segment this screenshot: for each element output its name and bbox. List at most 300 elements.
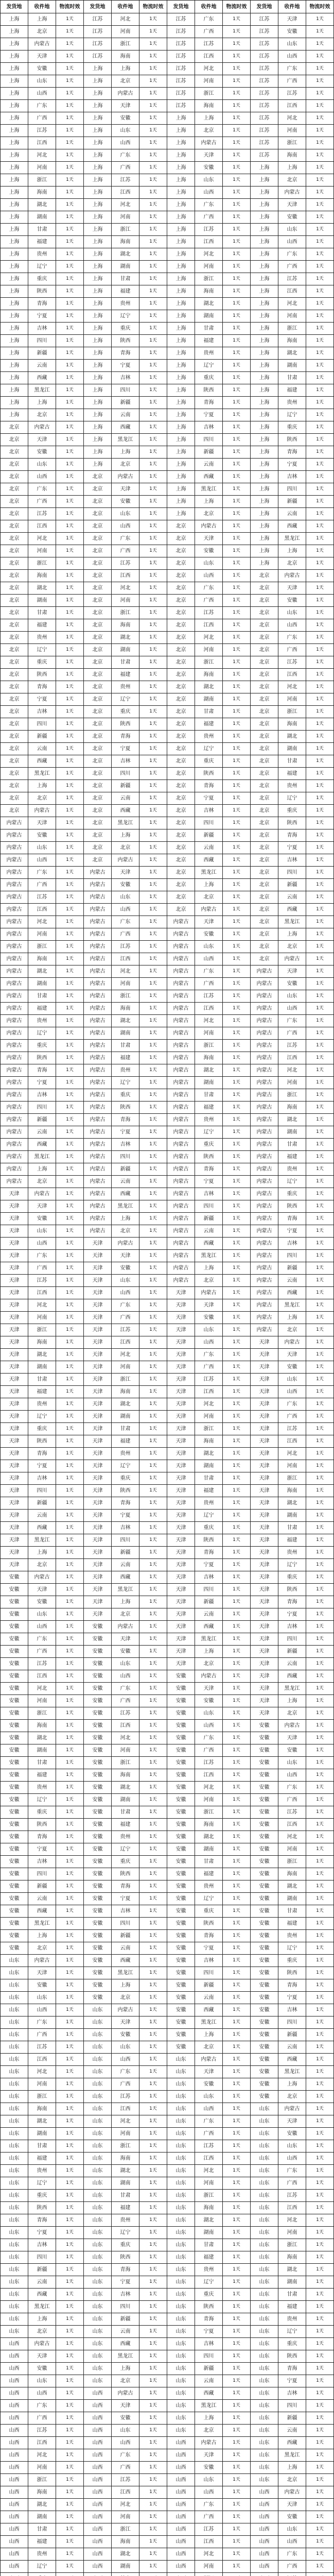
timeliness-cell: 1天 bbox=[306, 1027, 334, 1040]
destination-cell: 河北 bbox=[195, 1782, 223, 1794]
timeliness-cell: 1天 bbox=[306, 1918, 334, 1930]
destination-cell: 海南 bbox=[28, 1336, 56, 1349]
origin-cell: 内蒙古 bbox=[1, 1003, 28, 1015]
destination-cell: 陕西 bbox=[278, 1200, 306, 1213]
origin-cell: 北京 bbox=[251, 743, 278, 755]
timeliness-cell: 1天 bbox=[223, 88, 251, 100]
origin-cell: 天津 bbox=[84, 1547, 112, 1559]
destination-cell: 湖南 bbox=[112, 1027, 139, 1040]
destination-cell: 宁夏 bbox=[195, 1942, 223, 1955]
destination-cell: 吉林 bbox=[278, 1621, 306, 1633]
destination-cell: 天津 bbox=[28, 1584, 56, 1596]
timeliness-cell: 1天 bbox=[139, 2400, 167, 2412]
timeliness-cell: 1天 bbox=[223, 2301, 251, 2313]
destination-cell: 云南 bbox=[112, 1176, 139, 1188]
origin-cell: 安徽 bbox=[1, 1819, 28, 1831]
origin-cell: 山东 bbox=[84, 2115, 112, 2128]
destination-cell: 辽宁 bbox=[195, 1126, 223, 1139]
table-row bbox=[1, 1695, 334, 1707]
timeliness-cell: 1天 bbox=[223, 2264, 251, 2276]
table-row bbox=[1, 1942, 334, 1955]
origin-cell: 北京 bbox=[1, 595, 28, 607]
origin-cell: 安徽 bbox=[251, 2004, 278, 2016]
timeliness-cell: 1天 bbox=[139, 1918, 167, 1930]
origin-cell: 内蒙古 bbox=[251, 1139, 278, 1151]
destination-cell: 山东 bbox=[278, 1757, 306, 1769]
destination-cell: 内蒙古 bbox=[28, 1571, 56, 1584]
origin-cell: 天津 bbox=[167, 1312, 195, 1324]
timeliness-cell: 1天 bbox=[306, 100, 334, 112]
destination-cell: 安徽 bbox=[28, 1979, 56, 1992]
timeliness-cell: 1天 bbox=[56, 1769, 84, 1782]
destination-cell: 吉林 bbox=[28, 1856, 56, 1868]
timeliness-cell: 1天 bbox=[56, 2301, 84, 2313]
origin-cell: 天津 bbox=[1, 1435, 28, 1448]
timeliness-cell: 1天 bbox=[223, 2425, 251, 2437]
origin-cell: 上海 bbox=[251, 199, 278, 211]
destination-cell: 辽宁 bbox=[278, 1176, 306, 1188]
timeliness-cell: 1天 bbox=[139, 879, 167, 891]
timeliness-cell: 1天 bbox=[139, 2078, 167, 2091]
origin-cell: 安徽 bbox=[1, 1868, 28, 1880]
destination-cell: 天津 bbox=[195, 1683, 223, 1695]
origin-cell: 安徽 bbox=[251, 1732, 278, 1744]
destination-cell: 河北 bbox=[278, 298, 306, 310]
destination-cell: 新疆 bbox=[195, 829, 223, 842]
destination-cell: 山西 bbox=[112, 1287, 139, 1299]
timeliness-cell: 1天 bbox=[139, 1794, 167, 1806]
destination-cell: 北京 bbox=[112, 1992, 139, 2004]
origin-cell: 安徽 bbox=[167, 1955, 195, 1967]
destination-cell: 江苏 bbox=[112, 2091, 139, 2103]
origin-cell: 北京 bbox=[167, 891, 195, 904]
destination-cell: 甘肃 bbox=[195, 706, 223, 718]
destination-cell: 山东 bbox=[112, 891, 139, 904]
timeliness-cell: 1天 bbox=[56, 459, 84, 471]
timeliness-cell: 1天 bbox=[139, 211, 167, 224]
timeliness-cell: 1天 bbox=[139, 953, 167, 965]
destination-cell: 广西 bbox=[112, 1312, 139, 1324]
timeliness-cell: 1天 bbox=[306, 891, 334, 904]
origin-cell: 山东 bbox=[1, 2041, 28, 2054]
destination-cell: 上海 bbox=[278, 2462, 306, 2474]
origin-cell: 安徽 bbox=[84, 1707, 112, 1720]
origin-cell: 天津 bbox=[251, 1683, 278, 1695]
timeliness-cell: 1天 bbox=[139, 533, 167, 545]
origin-cell: 上海 bbox=[84, 298, 112, 310]
origin-cell: 北京 bbox=[167, 582, 195, 595]
timeliness-cell: 1天 bbox=[139, 1485, 167, 1497]
table-row bbox=[1, 1077, 334, 1089]
origin-cell: 天津 bbox=[167, 1571, 195, 1584]
timeliness-cell: 1天 bbox=[223, 323, 251, 335]
origin-cell: 江苏 bbox=[167, 50, 195, 63]
destination-cell: 陕西 bbox=[112, 1101, 139, 1114]
origin-cell: 上海 bbox=[251, 261, 278, 273]
destination-cell: 新疆 bbox=[278, 1262, 306, 1275]
timeliness-cell: 1天 bbox=[223, 780, 251, 792]
origin-cell: 北京 bbox=[251, 941, 278, 953]
destination-cell: 上海 bbox=[112, 446, 139, 459]
timeliness-cell: 1天 bbox=[223, 1880, 251, 1893]
destination-cell: 江苏 bbox=[28, 2041, 56, 2054]
origin-cell: 安徽 bbox=[251, 1868, 278, 1880]
table-row bbox=[1, 681, 334, 693]
destination-cell: 山东 bbox=[278, 2140, 306, 2153]
table-row bbox=[1, 718, 334, 731]
destination-cell: 贵州 bbox=[278, 1547, 306, 1559]
destination-cell: 江西 bbox=[278, 1819, 306, 1831]
origin-cell: 安徽 bbox=[1, 1918, 28, 1930]
origin-cell: 内蒙古 bbox=[84, 1027, 112, 1040]
timeliness-cell: 1天 bbox=[306, 2202, 334, 2214]
origin-cell: 安徽 bbox=[84, 1806, 112, 1819]
origin-cell: 内蒙古 bbox=[1, 1064, 28, 1077]
origin-cell: 上海 bbox=[84, 63, 112, 75]
timeliness-cell: 1天 bbox=[139, 2239, 167, 2251]
timeliness-cell: 1天 bbox=[306, 1460, 334, 1472]
destination-cell: 陕西 bbox=[195, 2301, 223, 2313]
table-row bbox=[1, 2054, 334, 2066]
destination-cell: 山西 bbox=[112, 2054, 139, 2066]
timeliness-cell: 1天 bbox=[139, 360, 167, 372]
destination-cell: 内蒙古 bbox=[278, 570, 306, 582]
timeliness-cell: 1天 bbox=[223, 693, 251, 706]
table-row bbox=[1, 2375, 334, 2387]
origin-cell: 天津 bbox=[167, 1621, 195, 1633]
destination-cell: 新疆 bbox=[278, 879, 306, 891]
timeliness-cell: 1天 bbox=[56, 1225, 84, 1238]
timeliness-cell: 1天 bbox=[223, 1547, 251, 1559]
destination-cell: 西藏 bbox=[278, 520, 306, 533]
timeliness-cell: 1天 bbox=[139, 1720, 167, 1732]
origin-cell: 天津 bbox=[84, 1275, 112, 1287]
destination-cell: 内蒙古 bbox=[278, 2103, 306, 2115]
origin-cell: 山西 bbox=[167, 2486, 195, 2499]
destination-cell: 西藏 bbox=[112, 2338, 139, 2350]
origin-cell: 山东 bbox=[1, 2239, 28, 2251]
timeliness-cell: 1天 bbox=[306, 1472, 334, 1485]
timeliness-cell: 1天 bbox=[223, 2338, 251, 2350]
origin-cell: 上海 bbox=[251, 421, 278, 434]
timeliness-cell: 1天 bbox=[139, 693, 167, 706]
origin-cell: 天津 bbox=[251, 1423, 278, 1435]
origin-cell: 山西 bbox=[84, 2474, 112, 2486]
origin-cell: 北京 bbox=[84, 768, 112, 780]
origin-cell: 北京 bbox=[1, 619, 28, 632]
timeliness-cell: 1天 bbox=[56, 1448, 84, 1460]
timeliness-cell: 1天 bbox=[306, 1448, 334, 1460]
timeliness-cell: 1天 bbox=[139, 1275, 167, 1287]
origin-cell: 山东 bbox=[167, 2412, 195, 2425]
origin-cell: 山西 bbox=[84, 2437, 112, 2449]
timeliness-cell: 1天 bbox=[306, 1831, 334, 1843]
timeliness-cell: 1天 bbox=[306, 1312, 334, 1324]
destination-cell: 安徽 bbox=[278, 1744, 306, 1757]
destination-cell: 江西 bbox=[195, 2536, 223, 2548]
origin-cell: 安徽 bbox=[167, 1683, 195, 1695]
timeliness-cell: 1天 bbox=[139, 1905, 167, 1918]
origin-cell: 安徽 bbox=[251, 1757, 278, 1769]
destination-cell: 重庆 bbox=[278, 805, 306, 817]
timeliness-cell: 1天 bbox=[139, 1089, 167, 1101]
origin-cell: 安徽 bbox=[84, 1893, 112, 1905]
destination-cell: 河南 bbox=[28, 2462, 56, 2474]
table-row bbox=[1, 904, 334, 916]
origin-cell: 内蒙古 bbox=[167, 1126, 195, 1139]
origin-cell: 内蒙古 bbox=[84, 978, 112, 990]
timeliness-cell: 1天 bbox=[56, 1015, 84, 1027]
timeliness-cell: 1天 bbox=[56, 718, 84, 731]
origin-cell: 安徽 bbox=[1, 1893, 28, 1905]
timeliness-cell: 1天 bbox=[56, 261, 84, 273]
origin-cell: 上海 bbox=[251, 508, 278, 520]
destination-cell: 山东 bbox=[278, 38, 306, 50]
destination-cell: 上海 bbox=[195, 112, 223, 125]
origin-cell: 上海 bbox=[251, 187, 278, 199]
destination-cell: 辽宁 bbox=[28, 2561, 56, 2573]
origin-cell: 天津 bbox=[251, 1386, 278, 1398]
table-row bbox=[1, 1052, 334, 1064]
origin-cell: 内蒙古 bbox=[167, 1250, 195, 1262]
timeliness-cell: 1天 bbox=[223, 421, 251, 434]
origin-cell: 北京 bbox=[167, 817, 195, 829]
origin-cell: 山东 bbox=[84, 2363, 112, 2375]
destination-cell: 山西 bbox=[112, 1670, 139, 1683]
table-row bbox=[1, 1732, 334, 1744]
destination-cell: 山东 bbox=[28, 75, 56, 88]
origin-cell: 上海 bbox=[251, 211, 278, 224]
timeliness-cell: 1天 bbox=[139, 1077, 167, 1089]
timeliness-cell: 1天 bbox=[56, 2449, 84, 2462]
timeliness-cell: 1天 bbox=[139, 1448, 167, 1460]
table-row bbox=[1, 88, 334, 100]
timeliness-cell: 1天 bbox=[223, 1942, 251, 1955]
destination-cell: 贵州 bbox=[195, 1497, 223, 1510]
origin-cell: 上海 bbox=[167, 248, 195, 261]
table-row bbox=[1, 1893, 334, 1905]
timeliness-cell: 1天 bbox=[56, 1386, 84, 1398]
timeliness-cell bbox=[306, 2573, 334, 2576]
origin-cell: 山东 bbox=[251, 2412, 278, 2425]
header-origin: 发货地 bbox=[84, 1, 112, 13]
origin-cell: 内蒙古 bbox=[84, 941, 112, 953]
origin-cell: 内蒙古 bbox=[1, 965, 28, 978]
timeliness-cell: 1天 bbox=[56, 792, 84, 805]
timeliness-cell: 1天 bbox=[139, 1757, 167, 1769]
destination-cell: 山西 bbox=[278, 1386, 306, 1398]
destination-cell: 辽宁 bbox=[112, 310, 139, 323]
destination-cell: 湖北 bbox=[195, 298, 223, 310]
origin-cell: 江苏 bbox=[167, 75, 195, 88]
timeliness-cell: 1天 bbox=[306, 1893, 334, 1905]
destination-cell: 江苏 bbox=[278, 656, 306, 669]
timeliness-cell: 1天 bbox=[306, 533, 334, 545]
timeliness-cell: 1天 bbox=[56, 1646, 84, 1658]
timeliness-cell: 1天 bbox=[139, 656, 167, 669]
destination-cell: 河北 bbox=[278, 2214, 306, 2227]
destination-cell: 天津 bbox=[195, 2066, 223, 2078]
destination-cell: 天津 bbox=[195, 1299, 223, 1312]
destination-cell: 广西 bbox=[112, 1695, 139, 1707]
origin-cell: 安徽 bbox=[84, 1918, 112, 1930]
origin-cell: 安徽 bbox=[84, 1782, 112, 1794]
origin-cell: 北京 bbox=[167, 570, 195, 582]
origin-cell: 北京 bbox=[84, 743, 112, 755]
timeliness-cell: 1天 bbox=[56, 2227, 84, 2239]
timeliness-cell: 1天 bbox=[306, 2190, 334, 2202]
timeliness-cell: 1天 bbox=[56, 2177, 84, 2190]
timeliness-cell: 1天 bbox=[223, 1658, 251, 1670]
origin-cell: 山西 bbox=[84, 2536, 112, 2548]
timeliness-cell: 1天 bbox=[223, 409, 251, 421]
destination-cell: 陕西 bbox=[195, 1918, 223, 1930]
destination-cell: 上海 bbox=[278, 545, 306, 557]
destination-cell: 山东 bbox=[28, 842, 56, 854]
destination-cell: 福建 bbox=[28, 236, 56, 248]
timeliness-cell: 1天 bbox=[306, 681, 334, 693]
origin-cell: 内蒙古 bbox=[167, 1262, 195, 1275]
timeliness-cell: 1天 bbox=[56, 978, 84, 990]
timeliness-cell: 1天 bbox=[56, 1880, 84, 1893]
destination-cell: 新疆 bbox=[278, 2412, 306, 2425]
origin-cell: 内蒙古 bbox=[1, 941, 28, 953]
timeliness-cell: 1天 bbox=[139, 2251, 167, 2264]
origin-cell: 天津 bbox=[167, 1646, 195, 1658]
destination-cell: 河南 bbox=[278, 1077, 306, 1089]
destination-cell: 天津 bbox=[278, 582, 306, 595]
destination-cell: 湖南 bbox=[112, 644, 139, 656]
timeliness-cell: 1天 bbox=[223, 916, 251, 928]
table-row bbox=[1, 619, 334, 632]
timeliness-cell: 1天 bbox=[56, 2066, 84, 2078]
destination-cell: 海南 bbox=[28, 953, 56, 965]
timeliness-cell: 1天 bbox=[56, 842, 84, 854]
timeliness-cell: 1天 bbox=[56, 533, 84, 545]
timeliness-cell: 1天 bbox=[139, 1806, 167, 1819]
table-row bbox=[1, 1225, 334, 1238]
origin-cell: 天津 bbox=[167, 1435, 195, 1448]
timeliness-cell: 1天 bbox=[139, 1497, 167, 1510]
timeliness-cell: 1天 bbox=[139, 1646, 167, 1658]
destination-cell: 陕西 bbox=[112, 1868, 139, 1880]
table-row bbox=[1, 496, 334, 508]
destination-cell: 北京 bbox=[112, 2375, 139, 2387]
origin-cell: 上海 bbox=[1, 347, 28, 360]
destination-cell: 青海 bbox=[28, 1831, 56, 1843]
timeliness-cell: 1天 bbox=[139, 768, 167, 780]
timeliness-cell: 1天 bbox=[56, 2029, 84, 2041]
timeliness-cell: 1天 bbox=[223, 63, 251, 75]
origin-cell: 安徽 bbox=[251, 1967, 278, 1979]
timeliness-cell: 1天 bbox=[223, 1497, 251, 1510]
table-row bbox=[1, 38, 334, 50]
timeliness-cell: 1天 bbox=[306, 1856, 334, 1868]
destination-cell: 陕西 bbox=[195, 1534, 223, 1547]
destination-cell: 湖南 bbox=[195, 1077, 223, 1089]
timeliness-cell: 1天 bbox=[56, 1435, 84, 1448]
timeliness-cell: 1天 bbox=[56, 1843, 84, 1856]
destination-cell: 安徽 bbox=[278, 2128, 306, 2140]
destination-cell: 福建 bbox=[278, 384, 306, 397]
destination-cell: 黑龙江 bbox=[195, 2016, 223, 2029]
timeliness-cell: 1天 bbox=[223, 582, 251, 595]
origin-cell: 安徽 bbox=[84, 1819, 112, 1831]
destination-cell: 浙江 bbox=[112, 607, 139, 619]
destination-cell: 河南 bbox=[28, 545, 56, 557]
origin-cell: 安徽 bbox=[1, 1732, 28, 1744]
timeliness-cell: 1天 bbox=[223, 2115, 251, 2128]
destination-cell: 西藏 bbox=[112, 805, 139, 817]
destination-cell: 河北 bbox=[28, 916, 56, 928]
timeliness-cell: 1天 bbox=[139, 582, 167, 595]
destination-cell: 广东 bbox=[195, 1732, 223, 1744]
origin-cell: 内蒙古 bbox=[1, 1089, 28, 1101]
destination-cell: 上海 bbox=[112, 1213, 139, 1225]
origin-cell: 上海 bbox=[167, 384, 195, 397]
origin-cell: 北京 bbox=[84, 520, 112, 533]
timeliness-cell: 1天 bbox=[56, 632, 84, 644]
origin-cell: 山东 bbox=[1, 2016, 28, 2029]
timeliness-cell: 1天 bbox=[139, 2536, 167, 2548]
origin-cell: 山西 bbox=[84, 2548, 112, 2561]
destination-cell: 内蒙古 bbox=[278, 2486, 306, 2499]
origin-cell: 内蒙古 bbox=[1, 1176, 28, 1188]
timeliness-cell: 1天 bbox=[56, 1794, 84, 1806]
destination-cell: 广东 bbox=[112, 2066, 139, 2078]
table-row bbox=[1, 1324, 334, 1336]
origin-cell: 北京 bbox=[1, 780, 28, 792]
timeliness-cell: 1天 bbox=[139, 2264, 167, 2276]
destination-cell: 天津 bbox=[112, 2400, 139, 2412]
origin-cell: 江苏 bbox=[167, 88, 195, 100]
destination-cell: 广西 bbox=[28, 879, 56, 891]
timeliness-cell: 1天 bbox=[306, 1188, 334, 1200]
timeliness-cell: 1天 bbox=[223, 607, 251, 619]
origin-cell: 北京 bbox=[84, 483, 112, 496]
origin-cell: 天津 bbox=[167, 1472, 195, 1485]
origin-cell: 内蒙古 bbox=[84, 1089, 112, 1101]
destination-cell: 云南 bbox=[112, 1559, 139, 1571]
origin-cell: 内蒙古 bbox=[251, 1275, 278, 1287]
timeliness-cell: 1天 bbox=[223, 2387, 251, 2400]
timeliness-cell: 1天 bbox=[139, 669, 167, 681]
header-timeliness: 物流时效 bbox=[56, 1, 84, 13]
origin-cell: 上海 bbox=[167, 409, 195, 421]
origin-cell: 北京 bbox=[167, 867, 195, 879]
origin-cell: 北京 bbox=[167, 706, 195, 718]
origin-cell: 内蒙古 bbox=[167, 953, 195, 965]
origin-cell: 山东 bbox=[251, 2301, 278, 2313]
table-row bbox=[1, 1238, 334, 1250]
timeliness-cell: 1天 bbox=[306, 1200, 334, 1213]
destination-cell: 吉林 bbox=[195, 2338, 223, 2350]
timeliness-cell: 1天 bbox=[223, 1596, 251, 1608]
origin-cell: 安徽 bbox=[251, 1831, 278, 1843]
origin-cell: 安徽 bbox=[84, 1794, 112, 1806]
timeliness-cell: 1天 bbox=[56, 2400, 84, 2412]
destination-cell: 黑龙江 bbox=[112, 1967, 139, 1979]
origin-cell: 山东 bbox=[167, 2214, 195, 2227]
timeliness-cell: 1天 bbox=[306, 953, 334, 965]
origin-cell bbox=[251, 2573, 278, 2576]
origin-cell: 上海 bbox=[251, 162, 278, 174]
destination-cell: 北京 bbox=[278, 941, 306, 953]
timeliness-cell: 1天 bbox=[223, 1621, 251, 1633]
origin-cell: 山东 bbox=[167, 2313, 195, 2326]
timeliness-cell: 1天 bbox=[306, 2387, 334, 2400]
destination-cell: 辽宁 bbox=[278, 2326, 306, 2338]
